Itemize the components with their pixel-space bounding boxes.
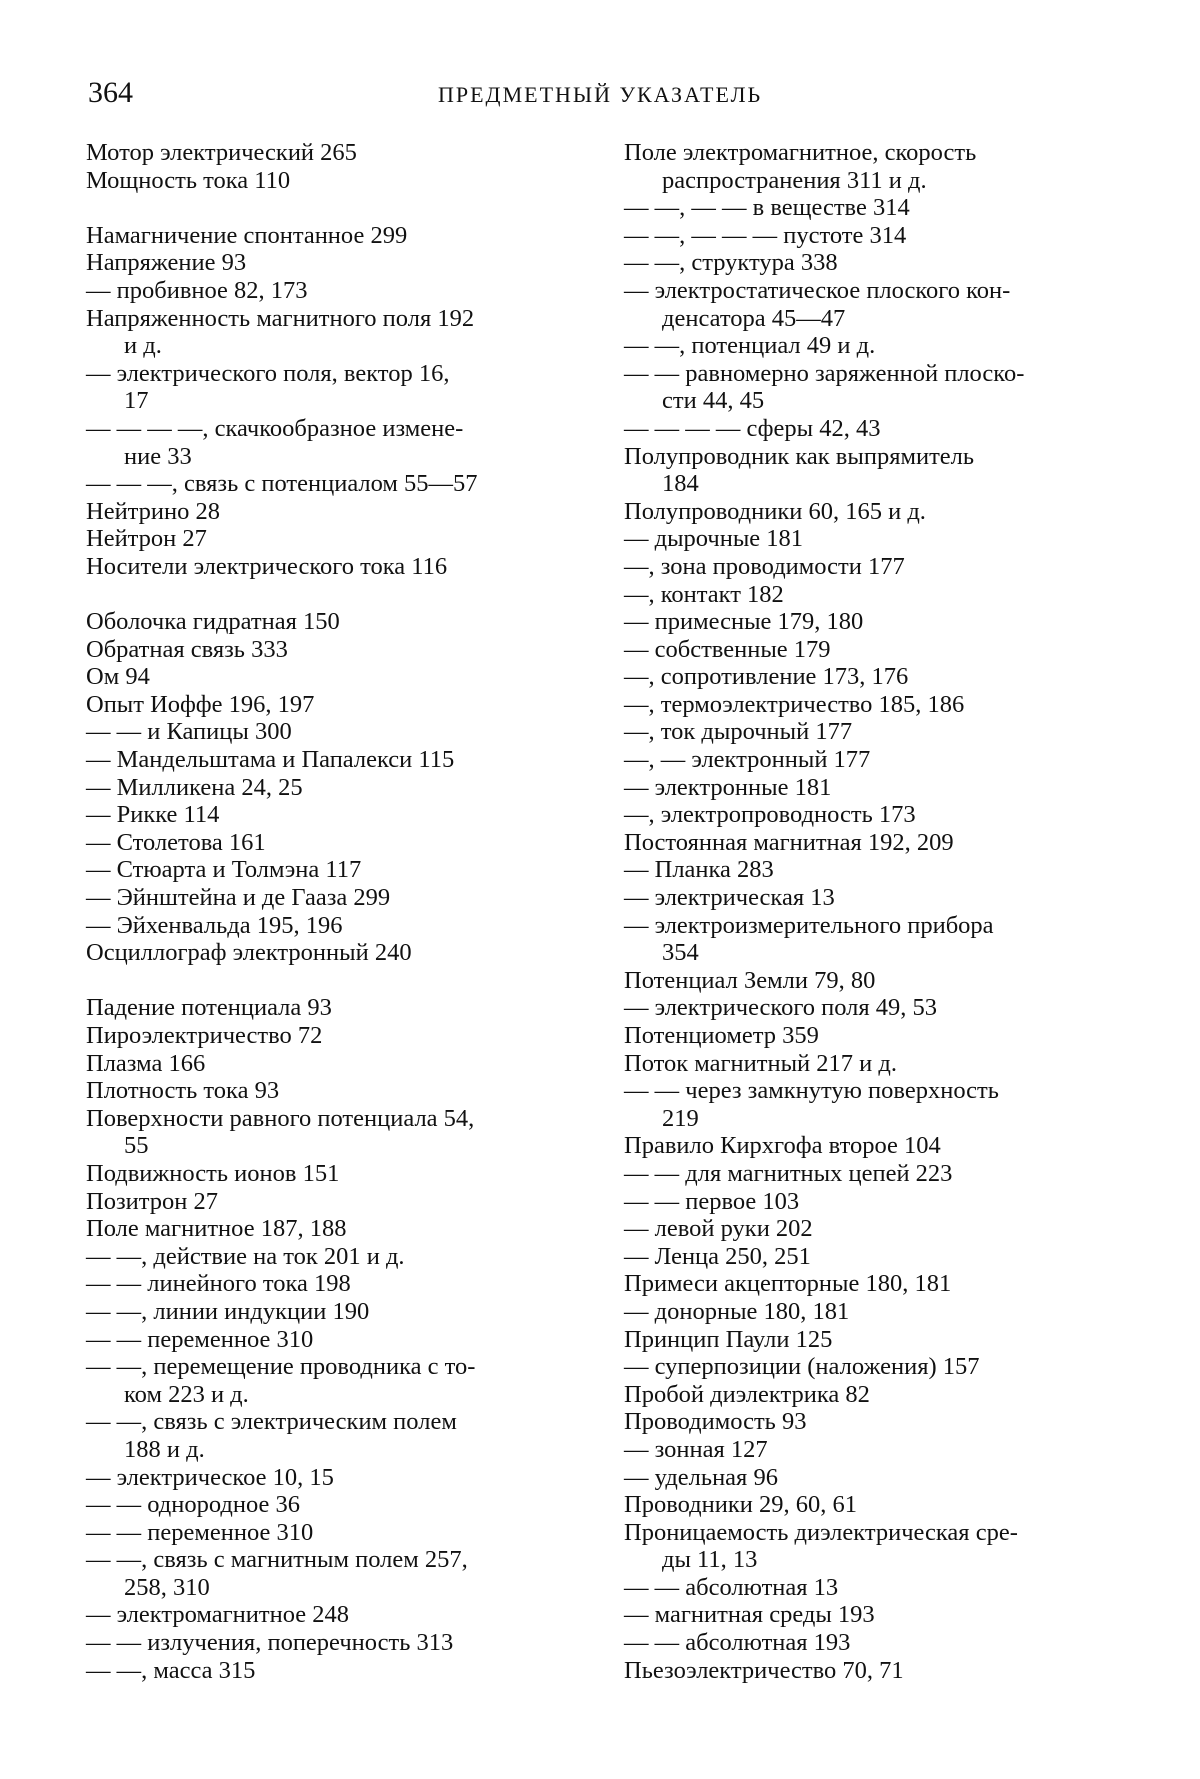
index-entry-line: — — — — сферы 42, 43 — [624, 414, 881, 442]
index-entry — [86, 1077, 586, 1105]
index-entry — [86, 305, 586, 360]
index-entry — [624, 360, 1124, 415]
index-entry — [624, 1022, 1124, 1050]
index-entry-line: 258, 310 — [124, 1573, 210, 1601]
index-entry-line: Напряжение 93 — [86, 249, 247, 277]
index-entry-line: — — излучения, поперечность 313 — [86, 1629, 454, 1657]
index-entry-line: — электроизмерительного прибора — [624, 911, 994, 939]
index-entry-line: — Планка 283 — [624, 856, 774, 884]
index-entry-line: — Эйхенвальда 195, 196 — [86, 911, 343, 939]
index-entry — [86, 691, 586, 719]
index-entry-line: — — и Капицы 300 — [86, 718, 292, 746]
index-entry-line: —, ток дырочный 177 — [624, 718, 853, 746]
index-entry-line: Поле магнитное 187, 188 — [86, 1215, 347, 1243]
index-entry — [86, 636, 586, 664]
index-entry-line: — магнитная среды 193 — [624, 1601, 875, 1629]
index-entry — [86, 994, 586, 1022]
index-entry-line: — —, потенциал 49 и д. — [624, 332, 876, 360]
index-entry-line: Проводимость 93 — [624, 1408, 807, 1436]
index-entry-line: Падение потенциала 93 — [86, 994, 332, 1022]
index-entry-line: 184 — [662, 470, 699, 498]
index-entry — [86, 746, 586, 774]
index-entry-line: Проницаемость диэлектрическая сре- — [624, 1518, 1018, 1546]
index-entry — [624, 1243, 1124, 1271]
index-entry — [86, 1546, 586, 1601]
index-entry — [624, 994, 1124, 1022]
index-entry — [624, 801, 1124, 829]
index-entry-line: —, электропроводность 173 — [624, 801, 916, 829]
index-entry-line: Полупроводники 60, 165 и д. — [624, 497, 926, 525]
index-entry-line: — левой руки 202 — [624, 1215, 813, 1243]
index-entry-line: Пьезоэлектричество 70, 71 — [624, 1656, 904, 1684]
index-entry-line: — Стюарта и Толмэна 117 — [86, 856, 362, 884]
index-entry — [624, 1160, 1124, 1188]
index-entry-line: 188 и д. — [124, 1435, 205, 1463]
index-entry-line: — дырочные 181 — [624, 525, 804, 553]
index-entry — [86, 249, 586, 277]
index-entry-line: — — переменное 310 — [86, 1518, 314, 1546]
index-entry — [86, 1022, 586, 1050]
index-entry-line: — —, масса 315 — [86, 1656, 256, 1684]
page-number: 364 — [88, 76, 133, 109]
index-entry — [86, 1408, 586, 1463]
index-entry-line: Носители электрического тока 116 — [86, 552, 448, 580]
index-entry — [624, 525, 1124, 553]
index-entry — [624, 718, 1124, 746]
index-entry-line: —, термоэлектричество 185, 186 — [624, 690, 965, 718]
index-entry — [624, 1050, 1124, 1078]
index-entry-line: — электрическая 13 — [624, 884, 835, 912]
index-entry — [86, 1215, 586, 1243]
index-entry-line: — —, структура 338 — [624, 249, 838, 277]
index-entry-line: Нейтрино 28 — [86, 497, 221, 525]
index-entry — [86, 1270, 586, 1298]
running-title: ПРЕДМЕТНЫЙ УКАЗАТЕЛЬ — [438, 82, 763, 107]
index-entry — [86, 167, 586, 195]
index-entry-line: — —, связь с электрическим полем — [86, 1408, 457, 1436]
index-entry — [624, 1132, 1124, 1160]
index-entry — [86, 774, 586, 802]
index-entry-line: Обратная связь 333 — [86, 635, 288, 663]
index-entry — [624, 1326, 1124, 1354]
index-entry — [624, 884, 1124, 912]
index-entry-line: Примеси акцепторные 180, 181 — [624, 1270, 952, 1298]
index-entry — [86, 1629, 586, 1657]
index-entry-line: Намагничение спонтанное 299 — [86, 221, 408, 249]
index-entry-line: 17 — [124, 387, 149, 415]
index-entry — [624, 1408, 1124, 1436]
index-entry-line: — Эйнштейна и де Гааза 299 — [86, 884, 391, 912]
index-entry-line: Потенциал Земли 79, 80 — [624, 966, 876, 994]
index-entry — [86, 498, 586, 526]
index-entry — [624, 608, 1124, 636]
index-entry-line: Нейтрон 27 — [86, 525, 207, 553]
index-entry-line: — — первое 103 — [624, 1187, 800, 1215]
index-entry — [624, 912, 1124, 967]
index-entry — [624, 1629, 1124, 1657]
index-entry-line: — электрического поля 49, 53 — [624, 994, 938, 1022]
index-entry — [624, 691, 1124, 719]
index-entry — [86, 829, 586, 857]
index-entry-line: денсатора 45—47 — [662, 304, 846, 332]
index-section-gap — [86, 581, 586, 609]
index-entry-line: —, — электронный 177 — [624, 746, 871, 774]
index-entry-line: Поле электромагнитное, скорость — [624, 139, 977, 166]
index-entry-line: — Милликена 24, 25 — [86, 773, 303, 801]
index-entry-line: Мощность тока 110 — [86, 166, 291, 194]
index-entry — [624, 1657, 1124, 1685]
index-entry — [624, 222, 1124, 250]
index-entry-line: ды 11, 13 — [662, 1546, 758, 1574]
index-entry — [86, 277, 586, 305]
index-entry-line: 219 — [662, 1104, 699, 1132]
index-entry-line: — электростатическое плоского кон- — [624, 276, 1011, 304]
index-entry-line: Потенциометр 359 — [624, 1022, 819, 1049]
index-entry — [86, 718, 586, 746]
index-entry-line: — зонная 127 — [624, 1435, 768, 1463]
index-entry — [86, 884, 586, 912]
index-entry — [624, 774, 1124, 802]
index-entry-line: — — абсолютная 13 — [624, 1573, 839, 1601]
index-entry-line: Позитрон 27 — [86, 1187, 218, 1215]
index-entry-line: Полупроводник как выпрямитель — [624, 442, 975, 470]
index-entry — [86, 912, 586, 940]
index-entry — [86, 1464, 586, 1492]
index-entry-line: Пробой диэлектрика 82 — [624, 1380, 870, 1408]
index-entry-line: — Мандельштама и Папалекси 115 — [86, 746, 455, 774]
index-entry-line: Подвижность ионов 151 — [86, 1159, 340, 1187]
index-entry — [624, 636, 1124, 664]
index-entry — [624, 1601, 1124, 1629]
index-entry — [86, 1353, 586, 1408]
index-entry — [624, 829, 1124, 857]
index-entry — [624, 1298, 1124, 1326]
index-entry-line: — — линейного тока 198 — [86, 1270, 351, 1298]
index-entry-line: — —, действие на ток 201 и д. — [86, 1242, 405, 1270]
index-entry — [624, 746, 1124, 774]
index-section-gap — [86, 967, 586, 995]
index-entry — [86, 1105, 586, 1160]
index-entry-line: —, сопротивление 173, 176 — [624, 663, 909, 691]
index-entry-line: — —, линии индукции 190 — [86, 1297, 370, 1325]
index-entry-line: 55 — [124, 1132, 149, 1160]
index-entry — [86, 939, 586, 967]
index-entry-line: и д. — [124, 332, 162, 360]
index-entry — [86, 1491, 586, 1519]
index-entry-line: ние 33 — [124, 442, 192, 470]
index-entry — [624, 498, 1124, 526]
index-entry-line: ком 223 и д. — [124, 1380, 249, 1408]
index-entry-line: — — переменное 310 — [86, 1325, 314, 1353]
index-entry-line: — электрического поля, вектор 16, — [86, 359, 450, 387]
index-entry — [624, 277, 1124, 332]
index-entry — [624, 967, 1124, 995]
index-entry-line: — —, — — — пустоте 314 — [624, 221, 907, 249]
index-entry-line: — — равномерно заряженной плоско- — [624, 359, 1025, 387]
index-entry — [624, 443, 1124, 498]
index-column-right — [624, 139, 1124, 1684]
index-entry-line: Правило Кирхгофа второе 104 — [624, 1132, 941, 1160]
index-entry — [624, 1519, 1124, 1574]
index-entry-line: 354 — [662, 939, 699, 967]
index-entry-line: Проводники 29, 60, 61 — [624, 1491, 857, 1519]
index-entry-line: Постоянная магнитная 192, 209 — [624, 828, 954, 856]
index-entry-line: — электронные 181 — [624, 773, 832, 801]
index-entry — [624, 1436, 1124, 1464]
index-entry — [624, 194, 1124, 222]
index-entry — [624, 415, 1124, 443]
index-entry-line: Ом 94 — [86, 663, 150, 691]
index-entry-line: — — для магнитных цепей 223 — [624, 1159, 953, 1187]
index-entry-line: — донорные 180, 181 — [624, 1297, 850, 1325]
index-entry-line: распространения 311 и д. — [662, 166, 927, 194]
index-entry — [86, 1243, 586, 1271]
index-entry-line: Оболочка гидратная 150 — [86, 608, 340, 636]
index-entry-line: Мотор электрический 265 — [86, 139, 357, 166]
index-entry-line: — — однородное 36 — [86, 1491, 301, 1519]
index-entry-line: Принцип Паули 125 — [624, 1325, 833, 1353]
index-entry-line: — — — —, скачкообразное измене- — [86, 414, 464, 442]
index-entry — [86, 1050, 586, 1078]
index-entry — [624, 1464, 1124, 1492]
index-entry-line: сти 44, 45 — [662, 387, 765, 415]
index-entry — [86, 1657, 586, 1685]
index-entry — [624, 1353, 1124, 1381]
index-entry-line: — Рикке 114 — [86, 801, 220, 829]
index-entry — [86, 139, 586, 167]
index-entry — [624, 1381, 1124, 1409]
index-entry — [624, 1574, 1124, 1602]
index-entry-line: Напряженность магнитного поля 192 — [86, 304, 475, 332]
index-entry-line: —, контакт 182 — [624, 580, 784, 608]
index-entry-line: — удельная 96 — [624, 1463, 778, 1491]
index-entry — [624, 139, 1124, 194]
index-entry-line: — —, перемещение проводника с то- — [86, 1353, 476, 1381]
index-entry — [86, 470, 586, 498]
index-entry — [86, 1298, 586, 1326]
index-entry-line: Пироэлектричество 72 — [86, 1022, 323, 1049]
index-entry-line: Поток магнитный 217 и д. — [624, 1049, 897, 1077]
index-entry — [624, 1077, 1124, 1132]
index-entry-line: Поверхности равного потенциала 54, — [86, 1104, 475, 1132]
index-entry — [624, 1215, 1124, 1243]
index-entry — [624, 581, 1124, 609]
index-entry — [86, 1326, 586, 1354]
index-entry — [86, 663, 586, 691]
index-entry — [624, 1270, 1124, 1298]
index-section-gap — [86, 194, 586, 222]
index-entry — [86, 801, 586, 829]
index-entry-line: — Ленца 250, 251 — [624, 1242, 811, 1270]
index-entry-line: — электрическое 10, 15 — [86, 1463, 334, 1491]
index-entry — [624, 663, 1124, 691]
index-entry-line: Плазма 166 — [86, 1049, 206, 1077]
index-entry-line: — —, связь с магнитным полем 257, — [86, 1546, 468, 1574]
index-entry — [86, 415, 586, 470]
index-entry — [86, 525, 586, 553]
index-entry-line: — собственные 179 — [624, 635, 831, 663]
index-entry — [624, 1491, 1124, 1519]
index-entry — [86, 360, 586, 415]
index-entry — [86, 1160, 586, 1188]
index-entry — [86, 1188, 586, 1216]
index-entry-line: — — —, связь с потенциалом 55—57 — [86, 470, 478, 498]
index-column-left — [86, 139, 586, 1684]
index-entry-line: — примесные 179, 180 — [624, 608, 864, 636]
index-entry — [86, 608, 586, 636]
index-entry-line: — — абсолютная 193 — [624, 1629, 851, 1657]
index-entry-line: — —, — — в веществе 314 — [624, 194, 910, 222]
index-entry-line: — суперпозиции (наложения) 157 — [624, 1353, 980, 1381]
index-entry-line: Плотность тока 93 — [86, 1077, 280, 1105]
index-entry — [624, 856, 1124, 884]
index-entry-line: — пробивное 82, 173 — [86, 276, 308, 304]
index-entry — [624, 249, 1124, 277]
index-entry — [86, 1519, 586, 1547]
index-entry-line: Опыт Иоффе 196, 197 — [86, 690, 315, 718]
index-entry-line: Осциллограф электронный 240 — [86, 939, 412, 967]
index-entry — [86, 1601, 586, 1629]
index-entry — [624, 332, 1124, 360]
index-entry-line: —, зона проводимости 177 — [624, 552, 905, 580]
index-entry — [86, 856, 586, 884]
index-entry-line: — — через замкнутую поверхность — [624, 1077, 999, 1105]
index-entry — [624, 553, 1124, 581]
index-entry-line: — Столетова 161 — [86, 828, 266, 856]
index-entry — [86, 553, 586, 581]
index-entry — [624, 1188, 1124, 1216]
index-entry — [86, 222, 586, 250]
index-entry-line: — электромагнитное 248 — [86, 1601, 350, 1629]
